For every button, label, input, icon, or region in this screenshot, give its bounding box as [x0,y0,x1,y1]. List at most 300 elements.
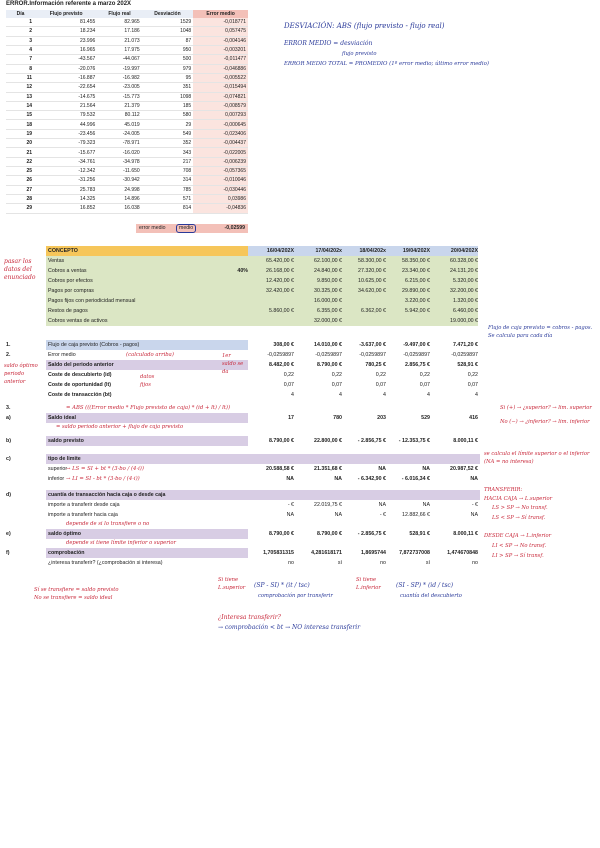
date-3: 18/04/202x [342,246,386,256]
row-value: 1,474670848 [447,550,478,556]
concept-value: 32.200,00 € [430,286,478,296]
cell-flujo-real: 16.038 [97,204,141,213]
row-value: 2.856,75 € [404,362,430,368]
cell-error-medio: -0,005522 [193,73,248,82]
row-note: (calculado arriba) [126,352,174,358]
row-transferir-hacia [6,510,478,520]
concept-value: 6.460,00 € [430,306,478,316]
concept-label: Cobros a ventas [46,266,213,276]
cell-dia: 28 [6,194,35,203]
note-error-medio: ERROR MEDIO = desviación [284,40,373,47]
row-value: 7.471,20 € [452,342,478,348]
row-label: saldo previsto [46,436,248,446]
date-5: 20/04/202X [430,246,478,256]
error-table-row [6,55,248,64]
row-value: - 2.856,75 € [357,531,386,537]
error-table-row [6,18,248,27]
note-datos-fijos: datos fijos [140,374,155,388]
cell-error-medio: -0,011477 [193,55,248,64]
row-index: d) [6,492,11,498]
date-1: 16/04/202X [248,246,294,256]
cell-flujo-real: -78.971 [97,139,141,148]
cell-error-medio: 0,057475 [193,27,248,36]
error-medio-label: error medio [139,225,166,231]
row-index: 3. [6,405,11,411]
note-transferir-title: TRANSFERIR: [484,487,523,493]
cell-flujo-previsto: 21.564 [35,101,97,110]
error-table-row [6,83,248,92]
cell-flujo-previsto: -16.887 [35,73,97,82]
row-value: - € [287,502,294,508]
note-inferior-lim: Si tiene L.inferior [356,577,381,591]
row-formula: → LS = SI + bt * (3·bo / (4·i)) [66,466,144,472]
cell-flujo-previsto: 79.532 [35,111,97,120]
cell-flujo-real: 45.019 [97,120,141,129]
row-value: - € [471,502,478,508]
row-index: 1. [6,342,11,348]
note-superior-formula: (SP - SI) * (it / tsc) [254,582,310,589]
note-desde-caja-2: LI > SP → Sí transf. [492,553,544,559]
cell-flujo-real: -24.005 [97,129,141,138]
cell-dia: 12 [6,83,35,92]
row-cost [6,390,478,400]
cell-dia: 27 [6,185,35,194]
concept-value: 30.325,00 € [294,286,342,296]
row-value: 529 [421,415,430,421]
row-value: no [288,560,294,566]
row-value: sí [425,560,430,566]
cell-flujo-real: 82.965 [97,18,141,27]
cell-flujo-previsto: 44.996 [35,120,97,129]
row-value: 0,22 [331,372,342,378]
concept-row [6,286,478,296]
concept-value: 32.000,00 € [294,316,342,326]
cell-error-medio: 0,03986 [193,194,248,203]
cell-flujo-real: 21.379 [97,101,141,110]
note-superior-lim: Si tiene L.superior [218,577,246,591]
cell-dia: 22 [6,157,35,166]
row-value: 8.000,11 € [453,438,478,444]
cell-error-medio: -0,006239 [193,157,248,166]
cell-flujo-previsto: -20.076 [35,64,97,73]
row-limite-inferior [6,474,478,484]
row-index: a) [6,415,11,421]
cell-dia: 4 [6,45,35,54]
concept-row [6,306,478,316]
row-saldo-previsto [6,436,478,446]
concept-value: 62.100,00 € [294,256,342,266]
error-medio-value: -0,02599 [224,225,245,231]
row-value: -0,0259897 [267,352,294,358]
cell-flujo-real: 14.896 [97,194,141,203]
row-index: f) [6,550,10,556]
cell-desviacion: 343 [142,148,193,157]
note-flujo: Flujo de caja previsto = cobros - pagos. Se calcula para cada día [488,325,593,339]
concept-row [6,256,478,266]
error-medio-row [136,224,248,233]
note-interesa-answer: → comprobación < bt → NO interesa transferir [218,624,361,631]
cell-desviacion: 1098 [142,92,193,101]
concept-value: 58.300,00 € [342,256,386,266]
cell-dia: 29 [6,204,35,213]
row-value: NA [286,476,294,482]
row-value: - 6.342,90 € [357,476,386,482]
error-table-header [6,10,248,18]
concept-value: 9.850,00 € [294,276,342,286]
concept-value: 29.890,00 € [386,286,430,296]
row-label: inferior [48,476,65,482]
row-value: 780 [333,415,342,421]
concept-value [342,316,386,326]
cell-flujo-real: 80.112 [97,111,141,120]
cell-flujo-previsto: 16.852 [35,204,97,213]
row-value: - € [379,512,386,518]
cell-error-medio: -0,023406 [193,129,248,138]
row-value: - 6.016,34 € [401,476,430,482]
concept-value [342,296,386,306]
cell-flujo-real: -16.982 [97,73,141,82]
cell-desviacion: 217 [142,157,193,166]
row-value: NA [378,466,386,472]
concept-row [6,316,478,326]
concept-value: 6.215,00 € [386,276,430,286]
row-value: -9.497,00 € [403,342,430,348]
row-value: NA [422,466,430,472]
row-value: 0,22 [283,372,294,378]
note-hacia-caja-1: LS > SP → No transf. [492,505,548,511]
concept-value: 32.420,00 € [248,286,294,296]
concept-percent [212,306,248,316]
concept-value: 5.320,00 € [430,276,478,286]
cell-flujo-previsto: 25.783 [35,185,97,194]
concept-label: Ventas [46,256,213,266]
cell-flujo-real: -44.067 [97,55,141,64]
cell-flujo-real: 21.073 [97,36,141,45]
row-value: 22.800,00 € [314,438,342,444]
note-hacia-caja: HACIA CAJA → L.superior [484,496,553,502]
note-desde-caja-1: LI < SP → No transf. [492,543,547,549]
row-value: -3.637,00 € [359,342,386,348]
concept-row [6,266,478,276]
row-annotation: depende de si lo transfiere o no [66,521,150,527]
cell-flujo-previsto: -79.323 [35,139,97,148]
row-cuantia [6,490,478,500]
cell-flujo-real: -11.650 [97,167,141,176]
cell-dia: 1 [6,18,35,27]
cell-error-medio: -0,018771 [193,18,248,27]
error-table-row [6,148,248,157]
concept-label: Pagos por compras [46,286,213,296]
row-label: importe a transferir desde caja [48,502,120,508]
cell-desviacion: 314 [142,176,193,185]
row-value: - 12.353,75 € [398,438,430,444]
col-desviacion: Desviación [142,10,193,18]
concept-label: Cobros por efectos [46,276,213,286]
cell-dia: 19 [6,129,35,138]
concept-value: 12.420,00 € [248,276,294,286]
row-value: 8.000,11 € [453,531,478,537]
cell-desviacion: 351 [142,83,193,92]
cell-desviacion: 979 [142,64,193,73]
error-table-row [6,27,248,36]
cell-desviacion: 580 [142,111,193,120]
cell-flujo-real: 24.998 [97,185,141,194]
row-value: NA [470,512,478,518]
error-table-row [6,101,248,110]
cell-error-medio: 0,007293 [193,111,248,120]
row-annotation: depende si tiene límite inferior o superior [66,540,176,546]
col-flujo-previsto: Flujo previsto [35,10,97,18]
row-interesa-transferir [6,558,478,568]
row-value: 22.019,75 € [314,502,342,508]
row-value: 528,91 € [409,531,430,537]
row-value: 0,22 [419,372,430,378]
cell-desviacion: 87 [142,36,193,45]
row-value: no [472,560,478,566]
cell-desviacion: 29 [142,120,193,129]
concept-value: 6.355,00 € [294,306,342,316]
row-value: 4 [339,392,342,398]
row-annotation: = saldo periodo anterior + flujo de caja previsto [56,424,184,430]
error-table-row [6,139,248,148]
cell-flujo-previsto: 18.234 [35,27,97,36]
note-limite: se calcula el límite superior o el inferior (NA = no interesa) [484,451,590,465]
cell-desviacion: 785 [142,185,193,194]
row-value: -0,0259897 [315,352,342,358]
row-3-formula [6,403,478,413]
col-dia: Día [6,10,35,18]
row-value: 20.588,58 € [266,466,294,472]
cell-dia: 26 [6,176,35,185]
cell-dia: 21 [6,148,35,157]
row-formula: → LI = SI - bt * (3·bo / (4·i)) [66,476,140,482]
row-label: Error medio [48,352,76,358]
cell-desviacion: 814 [142,204,193,213]
cell-dia: 7 [6,55,35,64]
cell-flujo-previsto: -23.456 [35,129,97,138]
row-value: 12.882,66 € [402,512,430,518]
concept-percent [212,286,248,296]
row-value: sí [337,560,342,566]
concept-value: 1.320,00 € [430,296,478,306]
error-table-row [6,157,248,166]
cell-desviacion: 1529 [142,18,193,27]
row-value: 4 [475,392,478,398]
row-index: c) [6,456,11,462]
row-label: cuantía de transacción hacia caja o desde caja [46,490,480,500]
cell-dia: 25 [6,167,35,176]
error-table-row [6,176,248,185]
concept-percent [212,296,248,306]
cell-desviacion: 352 [142,139,193,148]
row-value: 8.790,00 € [268,438,294,444]
row-index: e) [6,531,11,537]
row-concepto [6,246,478,256]
concept-percent [212,276,248,286]
cell-flujo-previsto: 14.325 [35,194,97,203]
row-tipo-limite [6,454,478,464]
concept-value: 58.350,00 € [386,256,430,266]
concept-value: 27.320,00 € [342,266,386,276]
cell-flujo-real: -30.942 [97,176,141,185]
concept-row [6,276,478,286]
note-superior-note: comprobación por transferir [258,593,333,599]
row-value: 21.351,68 € [314,466,342,472]
cell-flujo-previsto: -22.654 [35,83,97,92]
cell-desviacion: 185 [142,101,193,110]
cell-flujo-previsto: -34.761 [35,157,97,166]
concept-percent [212,256,248,266]
cell-flujo-real: -23.005 [97,83,141,92]
cell-dia: 13 [6,92,35,101]
note-inferior-note: cuantía del descubierto [400,593,462,599]
row-comprobacion [6,548,478,558]
row-value: NA [286,512,294,518]
row-value: 416 [469,415,478,421]
row-value: -0,0259897 [403,352,430,358]
row-formula: = ABS (((Error medio * Flujo previsto de caja) * (id + lt) / lt)) [66,405,231,411]
cell-flujo-real: 17.975 [97,45,141,54]
concept-value: 5.942,00 € [386,306,430,316]
row-value: 20.987,52 € [450,466,478,472]
row-value: -0,0259897 [359,352,386,358]
row-value: 8.790,00 € [316,362,342,368]
error-medio-tag: medio [176,224,196,233]
row-value: NA [334,512,342,518]
row-value: - 2.856,75 € [357,438,386,444]
row-value: 4 [291,392,294,398]
row-saldo-optimo [6,529,478,539]
cell-error-medio: -0,04836 [193,204,248,213]
concept-value: 23.340,00 € [386,266,430,276]
date-4: 19/04/202X [386,246,430,256]
row-value: 17 [288,415,294,421]
error-table [6,10,248,214]
row-value: 308,00 € [273,342,294,348]
row-value: 0,22 [375,372,386,378]
error-table-row [6,73,248,82]
row-value: 4 [427,392,430,398]
row-label: Flujo de caja previsto (Cobros - pagos) [46,340,248,350]
row-label: Saldo del periodo anterior [46,360,248,370]
row-label: Coste de oportunidad (lt) [48,382,111,388]
cell-error-medio: -0,003201 [193,45,248,54]
error-table-row [6,185,248,194]
cell-dia: 20 [6,139,35,148]
row-label: tipo de limite [46,454,480,464]
concept-percent [212,316,248,326]
cell-desviacion: 950 [142,45,193,54]
row-value: 7,872737008 [399,550,430,556]
concept-percent: 40% [212,266,248,276]
cell-flujo-real: 17.186 [97,27,141,36]
concept-value: 6.362,00 € [342,306,386,316]
note-pasar-datos: pasar los datos del enunciado [4,258,36,281]
top-title: ERROR.Información referente a marzo 202X [6,1,132,7]
row-label: importe a transferir hacia caja [48,512,118,518]
row-value: 0,22 [467,372,478,378]
row-value: 4,281618171 [311,550,342,556]
note-si-superior: Si (+) → ¿superior? → lim. superior [500,405,592,411]
row-value: 8.482,00 € [268,362,294,368]
cell-dia: 18 [6,120,35,129]
cell-flujo-previsto: -43.567 [35,55,97,64]
concept-value: 16.000,00 € [294,296,342,306]
cell-error-medio: -0,022005 [193,148,248,157]
cell-desviacion: 95 [142,73,193,82]
concept-row [6,296,478,306]
error-table-row [6,92,248,101]
cell-flujo-real: -15.773 [97,92,141,101]
row-value: 0,07 [467,382,478,388]
row-value: 1,8695744 [360,550,386,556]
cell-dia: 2 [6,27,35,36]
cell-desviacion: 708 [142,167,193,176]
row-value: 780,25 € [365,362,386,368]
concepto-header: CONCEPTO [46,246,248,256]
concept-value: 65.420,00 € [248,256,294,266]
cell-error-medio: -0,015494 [193,83,248,92]
row-index: 2. [6,352,11,358]
col-error-medio: Error medio [193,10,248,18]
row-value: NA [334,476,342,482]
col-flujo-real: Flujo real [97,10,141,18]
row-value: NA [422,502,430,508]
concept-value [248,316,294,326]
row-transferir-desde [6,500,478,510]
cell-flujo-previsto: -12.342 [35,167,97,176]
row-value: NA [470,476,478,482]
cell-dia: 15 [6,111,35,120]
cell-desviacion: 549 [142,129,193,138]
note-hacia-caja-2: LS < SP → Sí transf. [492,515,546,521]
note-saldo-no: No se transfiere = saldo ideal [34,595,113,601]
note-saldo-inicial: 1er saldo se da [222,353,244,375]
row-value: 528,91 € [457,362,478,368]
concept-value: 60.328,00 € [430,256,478,266]
row-value: NA [378,502,386,508]
row-index: b) [6,438,11,444]
cell-error-medio: -0,074821 [193,92,248,101]
cell-error-medio: -0,057365 [193,167,248,176]
concept-value: 19.000,00 € [430,316,478,326]
error-table-row [6,194,248,203]
row-value: 14.010,00 € [314,342,342,348]
row-value: 8.790,00 € [268,531,294,537]
concept-value: 24.131,20 € [430,266,478,276]
cell-flujo-previsto: -31.256 [35,176,97,185]
row-value: no [380,560,386,566]
cell-error-medio: -0,030446 [193,185,248,194]
cell-error-medio: -0,010046 [193,176,248,185]
concept-label: Cobros ventas de activos [46,316,213,326]
error-table-row [6,129,248,138]
row-value: 0,07 [375,382,386,388]
row-limite-superior [6,464,478,474]
note-desviacion: DESVIACIÓN: ABS (flujo previsto - flujo real) [284,22,445,30]
row-cost [6,380,478,390]
row-label: Coste de transacción (bt) [48,392,112,398]
row-label: ¿interesa transferir? (¿comprobación si interesa) [48,560,163,566]
cell-error-medio: -0,004437 [193,139,248,148]
concept-value: 24.840,00 € [294,266,342,276]
error-table-row [6,36,248,45]
row-saldo-ideal [6,413,478,423]
row-value: 8.790,00 € [316,531,342,537]
row-value: 4 [383,392,386,398]
cell-flujo-real: -34.978 [97,157,141,166]
cell-error-medio: -0,046886 [193,64,248,73]
